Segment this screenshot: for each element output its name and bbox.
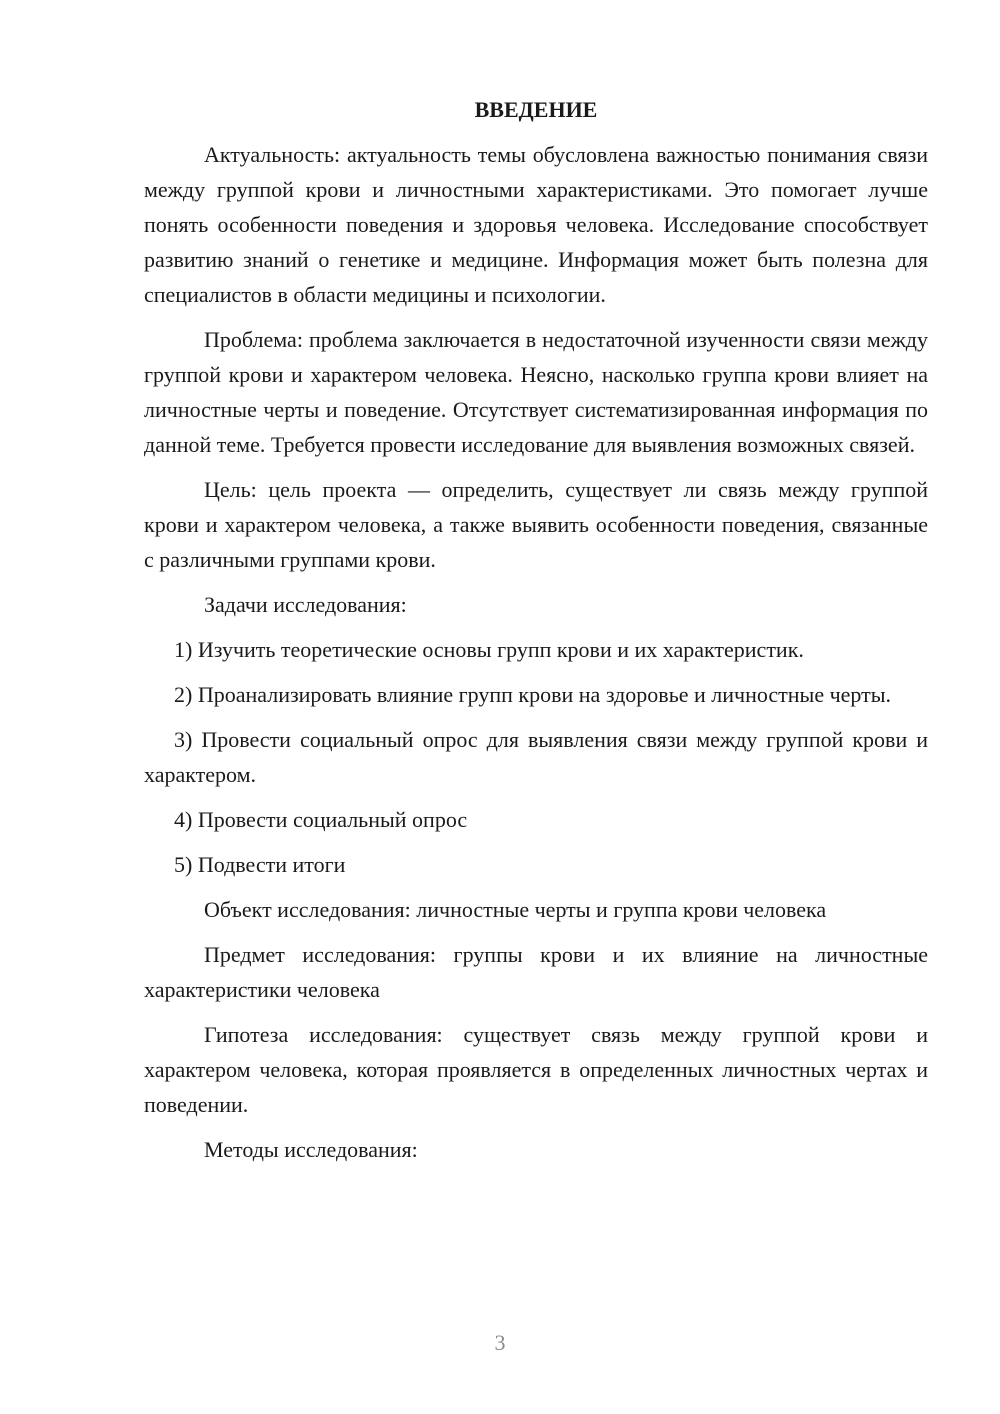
task-item-4: 4) Провести социальный опрос [174,807,468,832]
task-item-2: 2) Проанализировать влияние групп крови на здоровье и личностные черты. [174,682,892,707]
task-item-5: 5) Подвести итоги [174,852,346,877]
subject-paragraph: Предмет исследования: группы крови и их влияние на личностные характеристики человека [144,942,928,1002]
object-paragraph: Объект исследования: личностные черты и группа крови человека [204,897,827,922]
task-item-3: 3) Провести социальный опрос для выявления связи между группой крови и характером. [144,727,928,787]
task-item-1: 1) Изучить теоретические основы групп крови и их характеристик. [174,637,804,662]
page-number: 3 [494,1330,506,1355]
goal-paragraph: Цель: цель проекта — определить, существует ли связь между группой крови и характером человека, а также выявить особенности поведения, связанные с различными группами крови. [144,477,928,572]
methods-heading: Методы исследования: [204,1137,418,1162]
hypothesis-paragraph: Гипотеза исследования: существует связь между группой крови и характером человека, которая проявляется в определенных личностных чертах и поведении. [144,1022,928,1117]
tasks-heading: Задачи исследования: [204,592,407,617]
page-title: ВВЕДЕНИЕ [474,97,598,122]
document-page [144,95,928,1177]
problem-paragraph: Проблема: проблема заключается в недостаточной изученности связи между группой крови и характером человека. Неясно, насколько группа крови влияет на личностные черты и поведение. Отсутствует систематизированная информация по данной теме. Требуется провести исследование для выявления возможных связей. [144,327,928,457]
relevance-paragraph: Актуальность: актуальность темы обусловлена важностью понимания связи между группой крови и личностными характеристиками. Это помогает лучше понять особенности поведения и здоровья человека. Исследование способствует развитию знаний о генетике и медицине. Информация может быть полезна для специалистов в области медицины и психологии. [144,142,928,307]
